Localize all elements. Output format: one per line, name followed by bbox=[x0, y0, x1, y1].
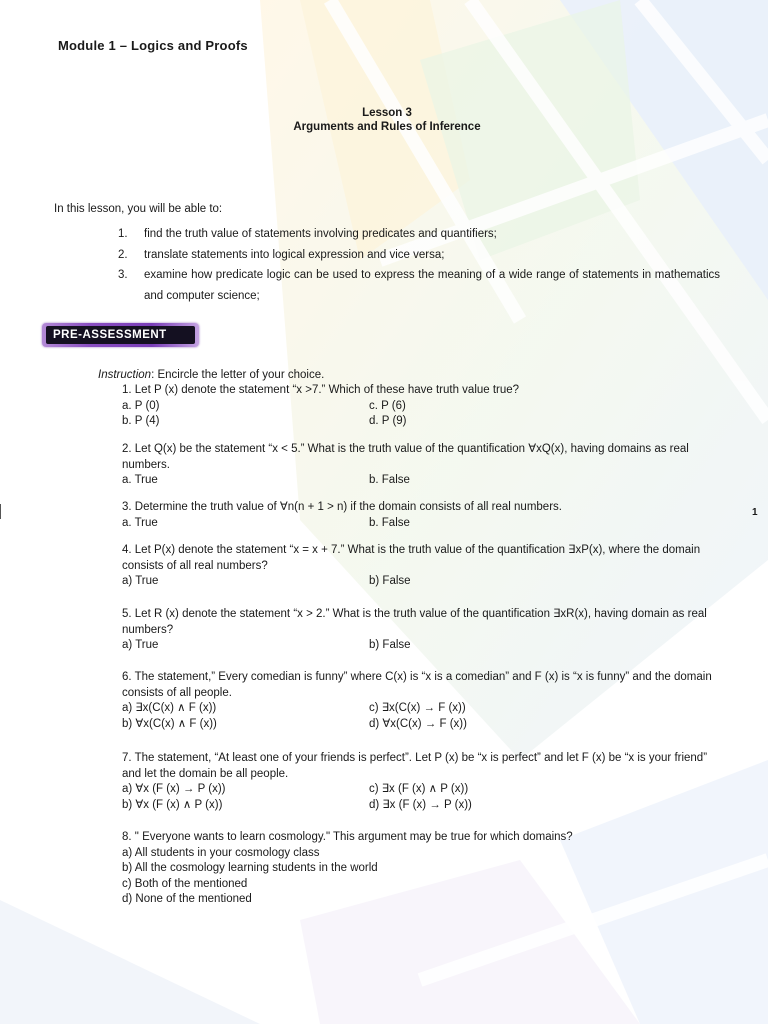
lesson-number: Lesson 3 bbox=[362, 107, 412, 119]
option: c. P (6) bbox=[369, 399, 406, 412]
option: a) ∀x (F (x) → P (x)) bbox=[122, 783, 226, 795]
question-stem: 5. Let R (x) denote the statement “x > 2.” What is the truth value of the quantification ∃xR(x), having domain as real numbers? bbox=[122, 608, 707, 636]
question-stem: 1. Let P (x) denote the statement “x >7.” Which of these have truth value true? bbox=[122, 384, 520, 396]
option: b) ∀x (F (x) ∧ P (x)) bbox=[122, 798, 223, 811]
option: a) ∃x(C(x) ∧ F (x)) bbox=[122, 702, 217, 714]
option: a. True bbox=[122, 516, 158, 529]
options-grid bbox=[122, 574, 712, 590]
question-7 bbox=[122, 751, 712, 813]
question-stem: 2. Let Q(x) be the statement “x < 5.” What is the truth value of the quantification ∀xQ(x), having domains as real numbers. bbox=[122, 443, 689, 471]
page-number: 1 bbox=[752, 507, 758, 518]
option: b. False bbox=[369, 516, 410, 529]
objective-item bbox=[118, 265, 720, 306]
option: d) None of the mentioned bbox=[122, 893, 252, 905]
question-1 bbox=[122, 383, 712, 430]
option: a) True bbox=[122, 639, 159, 651]
options-grid bbox=[122, 399, 712, 430]
objectives-list bbox=[118, 224, 720, 306]
option: b) False bbox=[369, 575, 411, 587]
option: d. P (9) bbox=[369, 415, 407, 427]
option: a) All students in your cosmology class bbox=[122, 846, 320, 859]
intro-text: In this lesson, you will be able to: bbox=[54, 203, 223, 215]
instruction-line bbox=[98, 369, 324, 381]
options-grid bbox=[122, 638, 712, 654]
option: b. P (4) bbox=[122, 415, 160, 427]
objective-number: 2. bbox=[118, 248, 128, 261]
question-3 bbox=[122, 500, 712, 531]
instruction-label: Instruction bbox=[98, 369, 152, 381]
margin-mark bbox=[0, 504, 1, 519]
objective-number: 3. bbox=[118, 269, 128, 281]
objective-text: examine how predicate logic can be used to express the meaning of a wide range of statements in mathematics and computer science; bbox=[144, 269, 720, 302]
objective-item bbox=[118, 245, 720, 266]
option: a) True bbox=[122, 575, 159, 587]
objective-number: 1. bbox=[118, 228, 128, 240]
question-8 bbox=[122, 830, 712, 908]
option: b) All the cosmology learning students in the world bbox=[122, 862, 378, 874]
option: c) ∃x(C(x) → F (x)) bbox=[369, 702, 466, 714]
option: a. P (0) bbox=[122, 399, 160, 412]
option: b. False bbox=[369, 474, 410, 486]
question-4 bbox=[122, 543, 712, 590]
question-6 bbox=[122, 670, 712, 732]
pre-assessment-label: PRE-ASSESSMENT bbox=[46, 326, 195, 344]
options-list bbox=[122, 846, 712, 908]
options-grid bbox=[122, 701, 712, 732]
options-grid bbox=[122, 782, 712, 813]
option: c) Both of the mentioned bbox=[122, 877, 248, 890]
lesson-heading bbox=[0, 106, 768, 134]
options-grid bbox=[122, 516, 712, 532]
question-stem: 4. Let P(x) denote the statement “x = x + 7.” What is the truth value of the quantification ∃xP(x), where the domain consists of all real numbers? bbox=[122, 544, 701, 572]
question-5 bbox=[122, 607, 712, 654]
option: b) False bbox=[369, 639, 411, 651]
question-stem: 7. The statement, “At least one of your friends is perfect”. Let P (x) be “x is perfect” and let F (x) be “x is your friend” and let the domain be all people. bbox=[122, 752, 708, 780]
option: c) ∃x (F (x) ∧ P (x)) bbox=[369, 783, 469, 795]
pre-assessment-badge bbox=[42, 323, 199, 347]
objective-text: translate statements into logical expression and vice versa; bbox=[144, 248, 445, 261]
option: b) ∀x(C(x) ∧ F (x)) bbox=[122, 717, 217, 730]
instruction-text: : Encircle the letter of your choice. bbox=[151, 369, 325, 381]
option: d) ∀x(C(x) → F (x)) bbox=[369, 717, 467, 730]
question-2 bbox=[122, 442, 712, 489]
objective-item bbox=[118, 224, 720, 245]
option: d) ∃x (F (x) → P (x)) bbox=[369, 798, 472, 811]
question-stem: 6. The statement,” Every comedian is funny” where C(x) is “x is a comedian” and F (x) is “x is funny” and the domain consists of all people. bbox=[122, 671, 712, 699]
objective-text: find the truth value of statements involving predicates and quantifiers; bbox=[144, 228, 497, 240]
module-title: Module 1 – Logics and Proofs bbox=[58, 38, 248, 53]
options-grid bbox=[122, 473, 712, 489]
lesson-title: Arguments and Rules of Inference bbox=[293, 121, 481, 133]
question-stem: 3. Determine the truth value of ∀n(n + 1 > n) if the domain consists of all real numbers. bbox=[122, 501, 562, 513]
option: a. True bbox=[122, 474, 158, 486]
question-stem: 8. " Everyone wants to learn cosmology." This argument may be true for which domains? bbox=[122, 831, 573, 843]
